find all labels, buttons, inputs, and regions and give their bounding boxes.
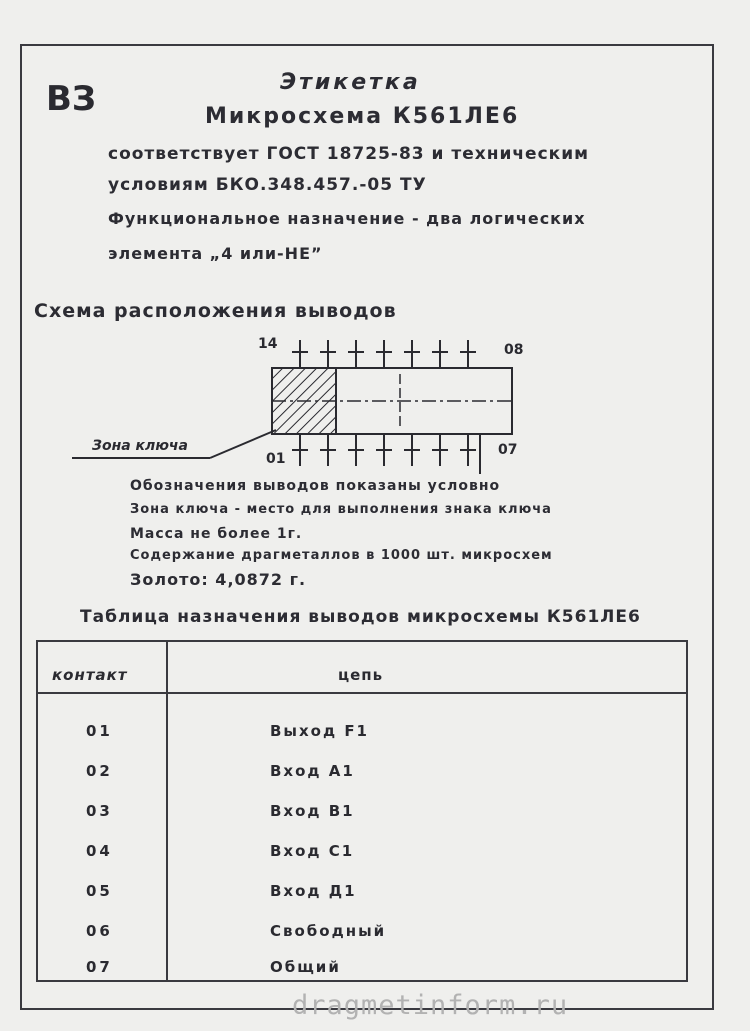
- table-row: [38, 948, 686, 988]
- pin-label-07: 07: [498, 442, 518, 458]
- pin-number: 03: [86, 802, 113, 820]
- pin-number: 04: [86, 842, 113, 860]
- pin-number: 06: [86, 922, 113, 940]
- pin-signal: Выход F1: [270, 722, 369, 740]
- column-header-circuit: цепь: [338, 666, 384, 684]
- table-row: [38, 712, 686, 752]
- pin-signal: Общий: [270, 958, 341, 976]
- watermark: dragmetinform.ru: [292, 990, 569, 1021]
- table-row: [38, 872, 686, 912]
- pin-label-14: 14: [258, 336, 278, 352]
- pin-signal: Свободный: [270, 922, 387, 940]
- pin-label-08: 08: [504, 342, 524, 358]
- bottom-pins: [292, 434, 480, 474]
- conformity-line-2: условиям БКО.348.457.-05 ТУ: [108, 175, 427, 195]
- note-conventional: Обозначения выводов показаны условно: [130, 478, 501, 494]
- pin-number: 07: [86, 958, 113, 976]
- column-header-contact: контакт: [52, 666, 128, 684]
- pinout-scheme-title: Схема расположения выводов: [34, 300, 397, 322]
- svg-text:ВЗ: ВЗ: [46, 79, 97, 116]
- pin-signal: Вход А1: [270, 762, 355, 780]
- table-header: [38, 642, 686, 694]
- pinout-diagram: [60, 330, 530, 480]
- pin-number: 01: [86, 722, 113, 740]
- note-precious-metals: Содержание драгметаллов в 1000 шт. микросхем: [130, 548, 553, 563]
- note-gold: Золото: 4,0872 г.: [130, 570, 307, 589]
- function-line-2: элемента „4 или-НЕ”: [108, 244, 323, 263]
- manufacturer-logo: [44, 70, 100, 116]
- function-line-1: Функциональное назначение - два логических: [108, 209, 586, 228]
- pin-table-title: Таблица назначения выводов микросхемы К561ЛЕ6: [80, 607, 641, 627]
- conformity-line-1: соответствует ГОСТ 18725-83 и техническим: [108, 144, 590, 164]
- chip-name: Микросхема К561ЛЕ6: [205, 104, 520, 129]
- note-mass: Масса не более 1г.: [130, 526, 303, 542]
- table-row: [38, 792, 686, 832]
- key-zone-label: Зона ключа: [92, 438, 188, 454]
- pin-number: 05: [86, 882, 113, 900]
- table-row: [38, 752, 686, 792]
- table-row: [38, 832, 686, 872]
- pin-signal: Вход Д1: [270, 882, 357, 900]
- pin-signal: Вход С1: [270, 842, 355, 860]
- note-key-zone: Зона ключа - место для выполнения знака ключа: [130, 502, 552, 517]
- label-title: Этикетка: [280, 70, 421, 95]
- table-row: [38, 912, 686, 952]
- pin-signal: Вход В1: [270, 802, 355, 820]
- pin-number: 02: [86, 762, 113, 780]
- top-pins: [292, 340, 476, 368]
- pin-assignment-table: [36, 640, 688, 982]
- pin-label-01: 01: [266, 451, 286, 467]
